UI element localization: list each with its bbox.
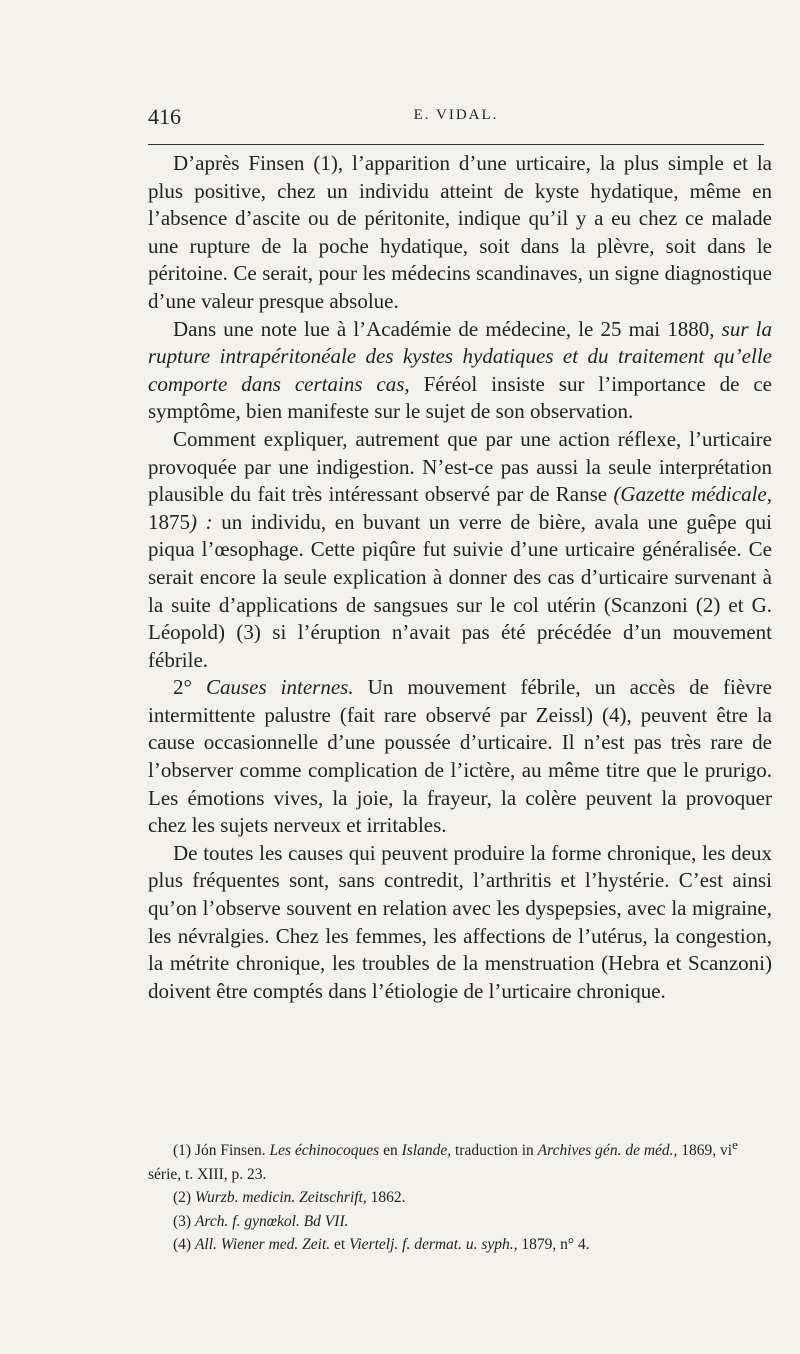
text-run: 2° bbox=[173, 675, 206, 700]
text-run: (4) bbox=[173, 1236, 195, 1254]
text-run: D’après Finsen (1), l’apparition d’une urticaire, la plus simple et la plus positive, chez un individu atteint de kyste hydatique, même en l’absence d’ascite ou de péritonite, indique qu’il y a eu chez ce malade une rupture de la poche hydatique, soit dans la plèvre, soit dans le péritoine. Ce serait, pour les médecins scandinaves, un signe diagnostique d’une valeur presque absolue. bbox=[148, 151, 772, 313]
text-run: traduction in bbox=[451, 1142, 538, 1160]
text-run: Comment expliquer, autrement que par une action réflexe, l’urticaire provoquée par une indigestion. N’est-ce pas aussi la seule interprétation plausible du fait très intéressant observé par de Ranse bbox=[148, 426, 772, 507]
italic-text: Islande, bbox=[401, 1142, 452, 1160]
paragraph-p1 bbox=[148, 150, 772, 316]
footnotes bbox=[148, 1133, 772, 1257]
text-run: Féréol insiste sur l’importance de ce symptôme, bien manifeste sur le sujet de son observation. bbox=[148, 371, 773, 424]
text-run: 1875 bbox=[148, 509, 190, 534]
italic-text: Wurzb. medicin. Zeitschrift, bbox=[194, 1189, 367, 1207]
text-run: (3) bbox=[173, 1212, 195, 1230]
paragraph-p5 bbox=[148, 840, 772, 1006]
italic-text: ) : bbox=[190, 509, 213, 534]
footnote-fn1 bbox=[148, 1133, 772, 1186]
header-rule bbox=[148, 144, 764, 145]
text-run: 1879, n° 4. bbox=[517, 1236, 590, 1254]
body-text bbox=[148, 150, 772, 1005]
paragraph-p2 bbox=[148, 316, 772, 426]
footnote-fn3 bbox=[148, 1210, 772, 1234]
italic-text: Causes internes. bbox=[205, 675, 354, 700]
italic-text: Les échinocoques bbox=[269, 1142, 380, 1160]
footnote-fn2 bbox=[148, 1186, 772, 1210]
text-run: en bbox=[379, 1142, 402, 1160]
text-run: série, t. XIII, p. 23. bbox=[148, 1165, 267, 1183]
page-number: 416 bbox=[148, 104, 181, 129]
text-run: 1869, vi bbox=[677, 1142, 733, 1160]
text-run: Dans une note lue à l’Académie de médecine, le 25 mai 1880, bbox=[173, 316, 722, 341]
text-run: (1) Jón Finsen. bbox=[173, 1142, 270, 1160]
italic-text: All. Wiener med. Zeit. bbox=[194, 1236, 331, 1254]
footnote-fn4 bbox=[148, 1233, 772, 1257]
italic-text: (Gazette médicale, bbox=[613, 482, 772, 507]
italic-text: Viertelj. f. dermat. u. syph., bbox=[349, 1236, 518, 1254]
text-run: 1862. bbox=[366, 1189, 406, 1207]
text-run: De toutes les causes qui peuvent produire la forme chronique, les deux plus fréquentes sont, sans contredit, l’arthritis et l’hystérie. C’est ainsi qu’on l’observe souvent en relation avec les dyspepsies, avec la migraine, les névralgies. Chez les femmes, les affections de l’utérus, la congestion, la métrite chronique, les troubles de la menstruation (Hebra et Scanzoni) doivent être comptés dans l’étiologie de l’urticaire chronique. bbox=[148, 840, 772, 1003]
text-run: (2) bbox=[173, 1189, 195, 1207]
paragraph-p3 bbox=[148, 426, 772, 674]
running-head: E. VIDAL. bbox=[413, 107, 499, 123]
text-run: Un mouvement fébrile, un accès de fièvre intermittente palustre (fait rare observé par Zeissl) (4), peuvent être la cause occasionnelle d’une poussée d’urticaire. Il n’est pas très rare de l’observer comme complication de l’ictère, au même titre que le prurigo. Les émotions vives, la joie, la frayeur, la colère peuvent la provoquer chez les sujets nerveux et irritables. bbox=[148, 675, 772, 838]
italic-text: Archives gén. de méd., bbox=[537, 1142, 678, 1160]
page-header bbox=[148, 104, 764, 130]
italic-text: Arch. f. gynœkol. Bd VII. bbox=[194, 1212, 349, 1230]
text-run: et bbox=[330, 1236, 350, 1254]
text-run: e bbox=[732, 1137, 738, 1152]
italic-text: sur la rupture intrapéritonéale des kystes hydatiques et du traitement qu’elle comporte dans certains cas, bbox=[148, 316, 772, 396]
paragraph-p4 bbox=[148, 674, 772, 840]
text-run: un individu, en buvant un verre de bière, avala une guêpe qui piqua l’œsophage. Cette piqûre fut suivie d’une urticaire généralisée. Ce serait encore la seule explication à donner des cas d’urticaire survenant à la suite d’applications de sangsues sur le col utérin (Scanzoni (2) et G. Léopold) (3) si l’éruption n’avait pas été précédée d’un mouvement fébrile. bbox=[148, 509, 772, 672]
